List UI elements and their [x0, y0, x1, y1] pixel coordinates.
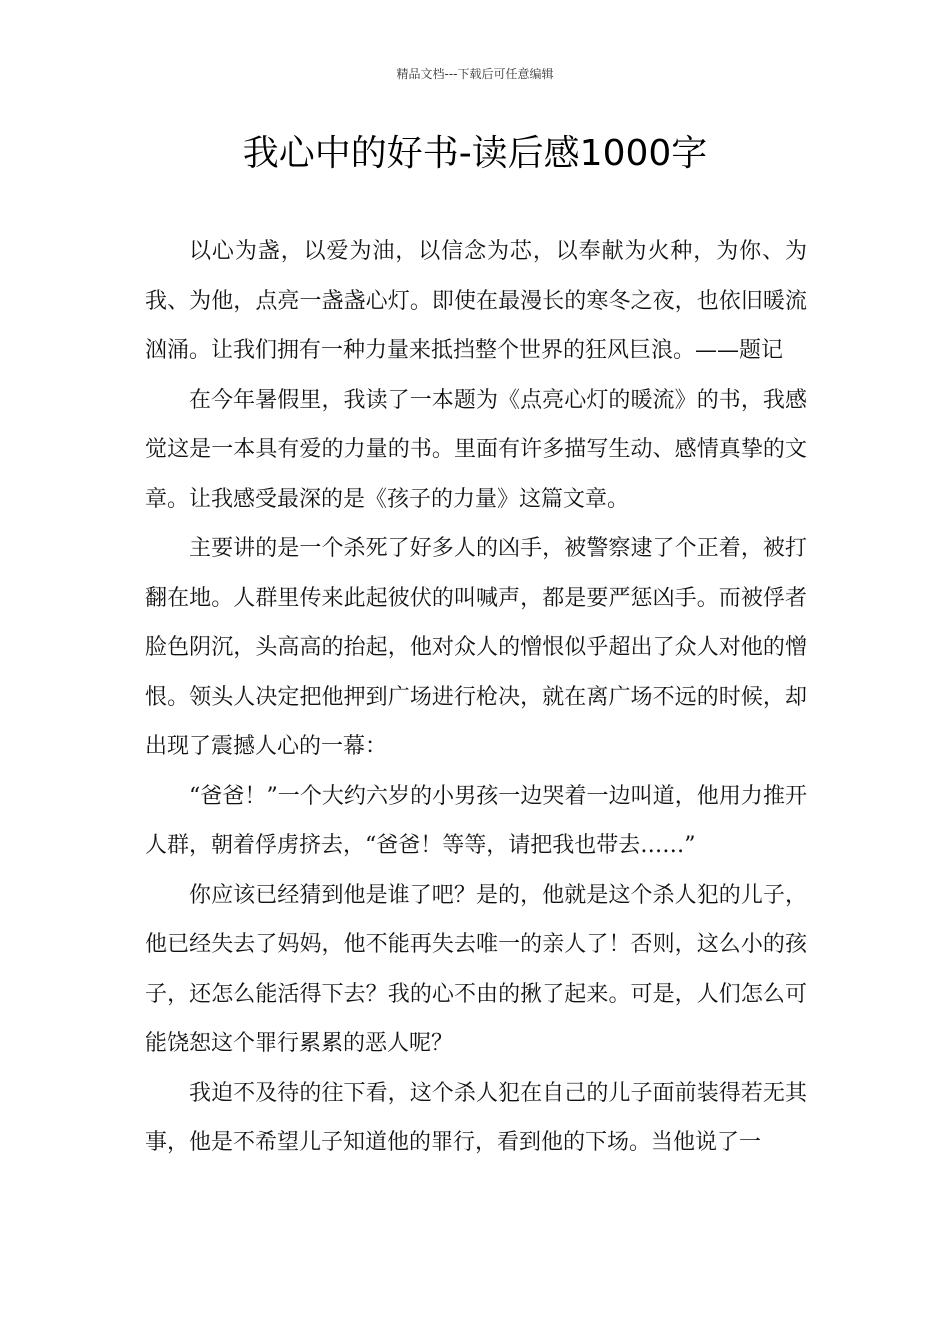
paragraph-intro: 在今年暑假里，我读了一本题为《点亮心灯的暖流》的书，我感觉这是一本具有爱的力量的书。里面有许多描写生动、感情真挚的文章。让我感受最深的是《孩子的力量》这篇文章。 — [145, 387, 807, 512]
paragraph-dialogue: “爸爸！”一个大约六岁的小男孩一边哭着一边叫道，他用力推开人群，朝着俘虏挤去，“爸爸！等等，请把我也带去……” — [145, 783, 807, 858]
page-title: 我心中的好书-读后感1000字 — [242, 133, 708, 174]
paragraph-reflection: 你应该已经猜到他是谁了吧？是的，他就是这个杀人犯的儿子，他已经失去了妈妈，他不能再失去唯一的亲人了！否则，这么小的孩子，还怎么能活得下去？我的心不由的揪了起来。可是，人们怎么可能饶恕这个罪行累累的恶人呢？ — [145, 882, 807, 1056]
header-note: 精品文档---下载后可任意编辑 — [396, 67, 554, 81]
paragraph-continuation: 我迫不及待的往下看，这个杀人犯在自己的儿子面前装得若无其事，他是不希望儿子知道他的罪行，看到他的下场。当他说了一 — [145, 1080, 807, 1155]
paragraph-epigraph: 以心为盏，以爱为油，以信念为芯，以奉献为火种，为你、为我、为他，点亮一盏盏心灯。即使在最漫长的寒冬之夜，也依旧暖流汹涌。让我们拥有一种力量来抵挡整个世界的狂风巨浪。——题记 — [145, 239, 807, 363]
article-body — [145, 227, 807, 1168]
paragraph-story: 主要讲的是一个杀死了好多人的凶手，被警察逮了个正着，被打翻在地。人群里传来此起彼伏的叫喊声，都是要严惩凶手。而被俘者脸色阴沉，头高高的抬起，他对众人的憎恨似乎超出了众人对他的憎恨。领头人决定把他押到广场进行枪决，就在离广场不远的时候，却出现了震撼人心的一幕： — [145, 536, 807, 759]
